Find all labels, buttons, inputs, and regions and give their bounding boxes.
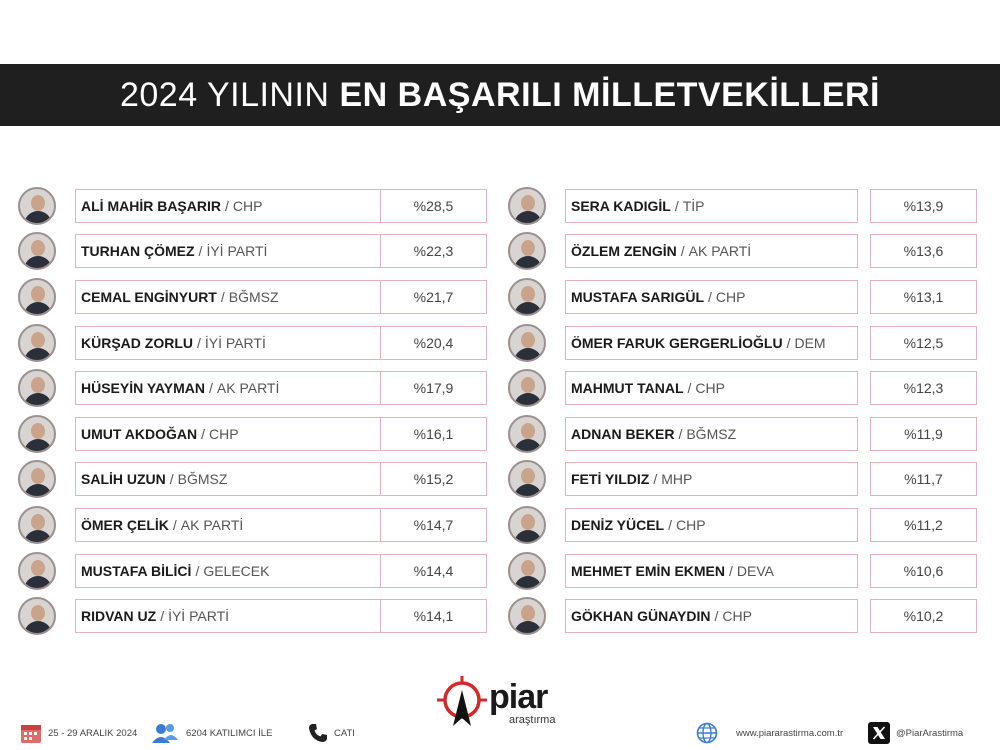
- list-item: [508, 502, 943, 548]
- mp-name: MUSTAFA SARIGÜL: [571, 288, 704, 305]
- name-box: [565, 462, 858, 496]
- footer-website: [696, 718, 843, 748]
- avatar: [508, 324, 546, 362]
- people-icon: [150, 722, 180, 744]
- separator: /: [169, 471, 174, 488]
- percent-box: %16,1: [380, 417, 487, 451]
- percent-box: %10,6: [870, 554, 977, 588]
- name-box: [75, 554, 386, 588]
- list-item: [508, 274, 944, 320]
- mp-name: ÖZLEM ZENGİN: [571, 243, 677, 260]
- separator: /: [653, 471, 658, 488]
- mp-party: BĞMSZ: [177, 471, 228, 488]
- percent-box: %12,5: [870, 326, 977, 360]
- name-box: [565, 599, 858, 633]
- separator: /: [201, 425, 206, 442]
- mp-name: FETİ YILDIZ: [571, 471, 650, 488]
- percent-box: %15,2: [380, 462, 487, 496]
- list-item: [508, 548, 944, 594]
- title-light: 2024 YILININ: [119, 75, 330, 114]
- name-box: [565, 280, 858, 314]
- separator: /: [687, 380, 692, 397]
- name-box: [75, 326, 386, 360]
- list-item: [18, 320, 454, 366]
- avatar: [18, 552, 56, 590]
- name-box: [75, 417, 386, 451]
- percent-box: %22,3: [380, 234, 487, 268]
- list-item: [18, 593, 454, 639]
- separator: /: [708, 288, 712, 305]
- social-handle[interactable]: @PiarArastirma: [896, 727, 964, 739]
- list-item: [18, 457, 454, 503]
- separator: /: [195, 562, 200, 579]
- name-box: [75, 462, 386, 496]
- page-title: [0, 64, 1000, 126]
- survey-date: 25 - 29 ARALIK 2024: [48, 727, 138, 739]
- mp-name: MEHMET EMİN EKMEN: [571, 562, 725, 579]
- percent-box: %14,4: [380, 554, 487, 588]
- avatar: [18, 460, 56, 498]
- name-box: [75, 280, 386, 314]
- footer-social: [868, 718, 963, 748]
- percent-box: %11,2: [870, 508, 977, 542]
- list-item: [508, 411, 943, 457]
- list-item: [508, 320, 944, 366]
- percent-box: %10,2: [870, 599, 977, 633]
- mp-name: DENİZ YÜCEL: [571, 516, 665, 533]
- separator: /: [786, 334, 791, 351]
- avatar: [508, 552, 546, 590]
- avatar: [18, 597, 56, 635]
- mp-party: BĞMSZ: [228, 288, 279, 305]
- mp-name: MAHMUT TANAL: [571, 380, 684, 397]
- mp-name: RIDVAN UZ: [81, 608, 157, 625]
- list-item: [18, 411, 454, 457]
- name-box: [565, 189, 858, 223]
- list-item: [508, 593, 944, 639]
- mp-name: KÜRŞAD ZORLU: [81, 334, 193, 351]
- separator: /: [714, 608, 719, 625]
- name-box: [565, 417, 858, 451]
- avatar: [18, 232, 56, 270]
- separator: /: [220, 288, 225, 305]
- title-bold: EN BAŞARILI MİLLETVEKİLLERİ: [339, 75, 880, 114]
- separator: /: [668, 516, 672, 533]
- avatar: [18, 187, 56, 225]
- mp-party: AK PARTİ: [180, 516, 244, 533]
- mp-name: ADNAN BEKER: [571, 425, 675, 442]
- avatar: [18, 324, 56, 362]
- percent-box: %13,9: [870, 189, 977, 223]
- mp-party: DEVA: [736, 562, 774, 579]
- mp-party: AK PARTİ: [216, 380, 280, 397]
- mp-name: TURHAN ÇÖMEZ: [81, 243, 195, 260]
- avatar: [508, 506, 546, 544]
- avatar: [508, 187, 546, 225]
- survey-method: CATI: [334, 727, 355, 739]
- mp-party: CHP: [209, 425, 239, 442]
- avatar: [508, 460, 546, 498]
- name-box: [75, 189, 386, 223]
- percent-box: %11,9: [870, 417, 977, 451]
- mp-name: SERA KADIGİL: [571, 197, 671, 214]
- footer-participants: [150, 718, 272, 748]
- mp-party: CHP: [675, 516, 706, 533]
- separator: /: [172, 516, 177, 533]
- mp-name: ALİ MAHİR BAŞARIR: [81, 197, 221, 214]
- mp-party: CHP: [722, 608, 752, 625]
- website-url[interactable]: www.piararastirma.com.tr: [736, 727, 844, 739]
- mp-party: İYİ PARTİ: [204, 334, 266, 351]
- list-item: [18, 229, 454, 275]
- name-box: [565, 508, 858, 542]
- percent-box: %17,9: [380, 371, 487, 405]
- percent-box: %20,4: [380, 326, 487, 360]
- mp-party: CHP: [695, 380, 725, 397]
- separator: /: [197, 334, 201, 351]
- avatar: [508, 597, 546, 635]
- footer-date: [20, 718, 137, 748]
- list-item: [18, 183, 454, 229]
- list-item: [508, 183, 944, 229]
- phone-icon: [308, 723, 328, 743]
- percent-box: %13,1: [870, 280, 977, 314]
- avatar: [18, 278, 56, 316]
- list-item: [508, 457, 943, 503]
- globe-icon: [696, 722, 718, 744]
- separator: /: [198, 243, 203, 260]
- mp-name: CEMAL ENGİNYURT: [81, 288, 217, 305]
- list-item: [508, 365, 944, 411]
- right-column: [508, 183, 944, 639]
- mp-party: AK PARTİ: [688, 243, 752, 260]
- name-box: [75, 508, 386, 542]
- target-logo-icon: [437, 676, 487, 728]
- mp-name: HÜSEYİN YAYMAN: [81, 380, 205, 397]
- mp-party: İYİ PARTİ: [206, 243, 268, 260]
- name-box: [75, 599, 386, 633]
- name-box: [75, 234, 386, 268]
- separator: /: [225, 197, 229, 214]
- percent-box: %11,7: [870, 462, 977, 496]
- name-box: [565, 554, 858, 588]
- footer-method: [308, 718, 355, 748]
- separator: /: [678, 425, 683, 442]
- name-box: [565, 326, 858, 360]
- mp-party: TİP: [682, 197, 705, 214]
- list-item: [18, 502, 454, 548]
- separator: /: [680, 243, 685, 260]
- list-item: [18, 274, 454, 320]
- list-item: [508, 229, 944, 275]
- separator: /: [729, 562, 733, 579]
- percent-box: %21,7: [380, 280, 487, 314]
- avatar: [18, 506, 56, 544]
- percent-box: %28,5: [380, 189, 487, 223]
- avatar: [508, 232, 546, 270]
- avatar: [18, 415, 56, 453]
- mp-party: MHP: [661, 471, 693, 488]
- name-box: [75, 371, 386, 405]
- mp-name: MUSTAFA BİLİCİ: [81, 562, 192, 579]
- left-column: [18, 183, 454, 639]
- calendar-icon: [20, 722, 42, 744]
- logo-brand: piar: [489, 678, 548, 716]
- avatar: [508, 369, 546, 407]
- avatar: [508, 278, 546, 316]
- list-item: [18, 548, 454, 594]
- mp-name: UMUT AKDOĞAN: [81, 425, 198, 442]
- logo-subtitle: araştırma: [509, 714, 556, 726]
- name-box: [565, 371, 858, 405]
- separator: /: [674, 197, 679, 214]
- avatar: [18, 369, 56, 407]
- percent-box: %14,7: [380, 508, 487, 542]
- x-logo-icon[interactable]: [868, 722, 890, 744]
- mp-party: GELECEK: [203, 562, 270, 579]
- mp-party: İYİ PARTİ: [168, 608, 230, 625]
- separator: /: [208, 380, 213, 397]
- mp-name: SALİH UZUN: [81, 471, 166, 488]
- mp-party: BĞMSZ: [686, 425, 737, 442]
- mp-party: CHP: [232, 197, 263, 214]
- mp-name: ÖMER ÇELİK: [81, 516, 169, 533]
- percent-box: %14,1: [380, 599, 487, 633]
- piar-logo: [437, 676, 587, 732]
- avatar: [508, 415, 546, 453]
- separator: /: [160, 608, 165, 625]
- mp-name: GÖKHAN GÜNAYDIN: [571, 608, 711, 625]
- mp-party: CHP: [715, 288, 746, 305]
- name-box: [565, 234, 858, 268]
- mp-party: DEM: [794, 334, 826, 351]
- participant-count: 6204 KATILIMCI İLE: [186, 727, 273, 739]
- mp-name: ÖMER FARUK GERGERLİOĞLU: [571, 334, 783, 351]
- list-item: [18, 365, 454, 411]
- percent-box: %12,3: [870, 371, 977, 405]
- percent-box: %13,6: [870, 234, 977, 268]
